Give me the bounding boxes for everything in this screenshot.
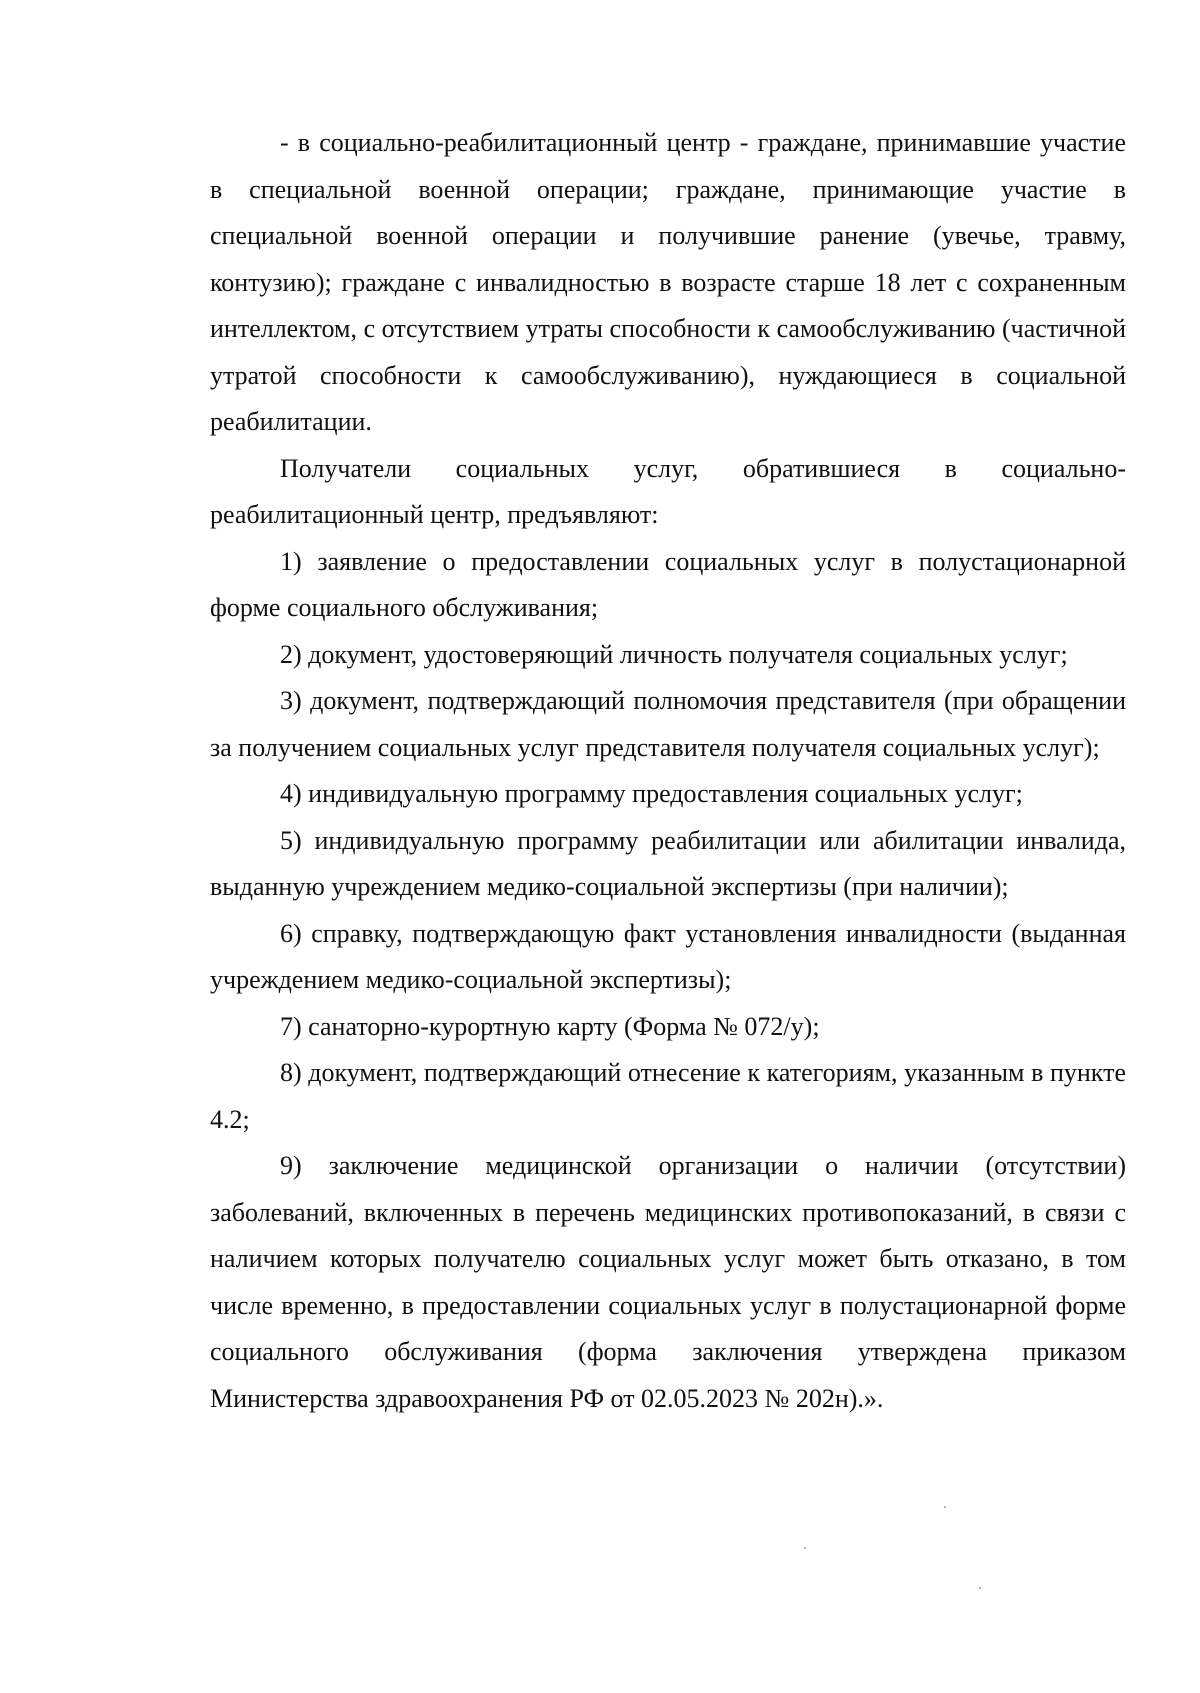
list-item-medical-conclusion: 9) заключение медицинской организации о наличии (отсутствии) заболеваний, включенных в перечень медицинских противопоказаний, в связи с наличием которых получателю социальных услуг может быть отказано, в том числе временно, в предоставлении социальных услуг в полустационарной форме социального обслуживания (форма заключения утверждена приказом Министерства здравоохранения РФ от 02.05.2023 № 202н).». bbox=[210, 1151, 1126, 1413]
document-page bbox=[210, 120, 1126, 1422]
scan-speck bbox=[804, 1547, 806, 1549]
list-item-application: 1) заявление о предоставлении социальных услуг в полустационарной форме социального обслуживания; bbox=[210, 546, 1126, 622]
list-item-identity-document: 2) документ, удостоверяющий личность получателя социальных услуг; bbox=[280, 639, 1068, 669]
list-item-category-document: 8) документ, подтверждающий отнесение к категориям, указанным в пункте 4.2; bbox=[210, 1058, 1126, 1134]
list-item-individual-program: 4) индивидуальную программу предоставления социальных услуг; bbox=[280, 779, 1023, 808]
list-item-sanatorium-card: 7) санаторно-курортную карту (Форма № 072/у); bbox=[280, 1011, 820, 1041]
paragraph-required-documents-intro: Получатели социальных услуг, обратившиеся в социально-реабилитационный центр, предъявляют: bbox=[210, 453, 1126, 529]
paragraph-rehab-center-eligibility: - в социально-реабилитационный центр - граждане, принимавшие участие в специальной военной операции; граждане, принимающие участие в специальной военной операции и получившие ранение (увечье, травму, контузию); граждане с инвалидностью в возрасте старше 18 лет с сохраненным интеллектом, с отсутствием утраты способности к самообслуживанию (частичной утратой способности к самообслуживанию), нуждающиеся в социальной реабилитации. bbox=[210, 128, 1126, 436]
scan-speck bbox=[944, 1506, 946, 1508]
list-item-rehabilitation-program: 5) индивидуальную программу реабилитации или абилитации инвалида, выданную учреждением медико-социальной экспертизы (при наличии); bbox=[210, 825, 1126, 901]
list-item-disability-certificate: 6) справку, подтверждающую факт установления инвалидности (выданная учреждением медико-социальной экспертизы); bbox=[210, 918, 1126, 994]
scan-speck bbox=[979, 1587, 981, 1589]
list-item-representative-authority: 3) документ, подтверждающий полномочия представителя (при обращении за получением социальных услуг представителя получателя социальных услуг); bbox=[210, 686, 1126, 762]
